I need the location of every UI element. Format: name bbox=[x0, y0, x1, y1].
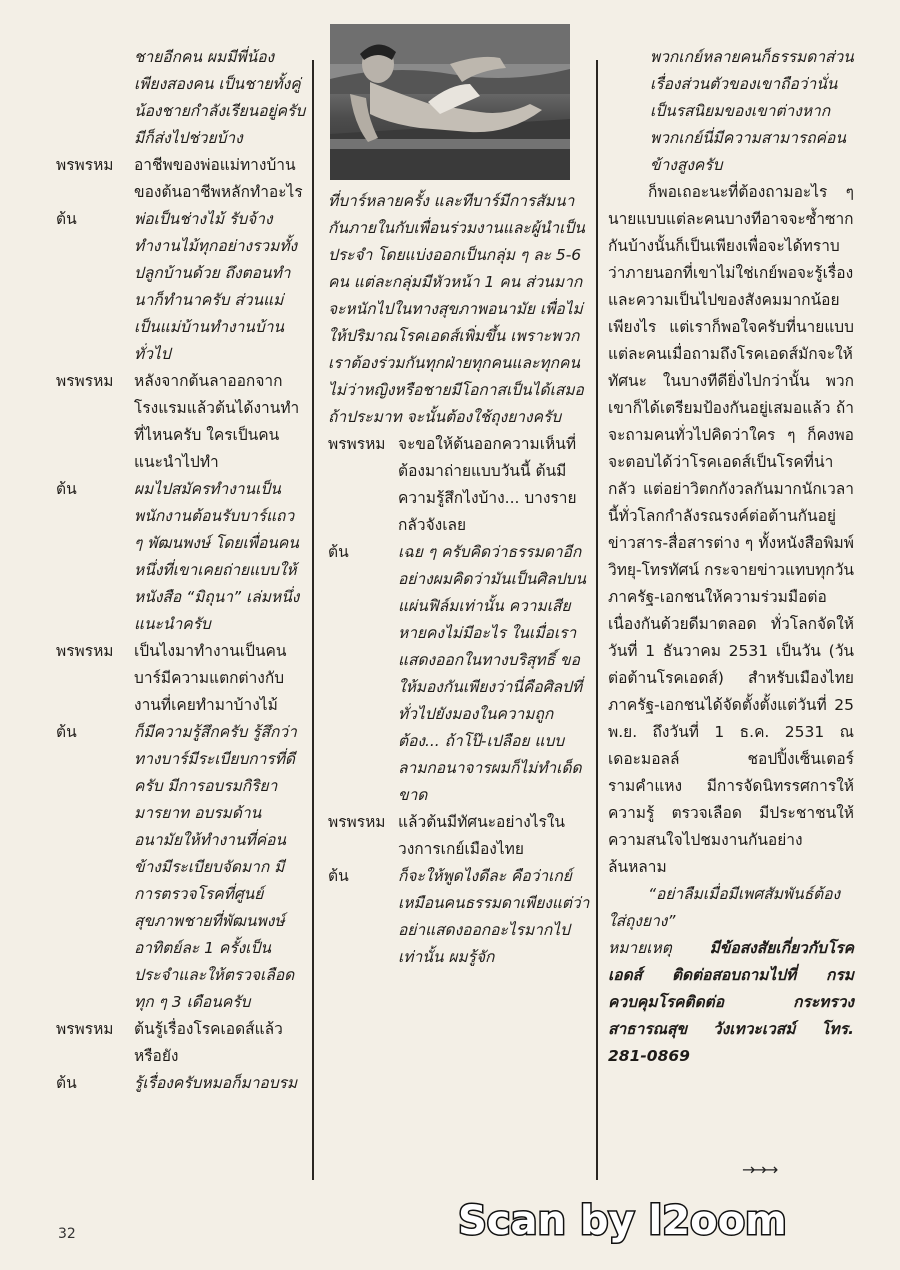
speech: ต้นรู้เรื่องโรคเอดส์แล้วหรือยัง bbox=[134, 1020, 283, 1065]
interview-entry bbox=[328, 863, 590, 971]
column-3 bbox=[608, 44, 854, 1070]
speaker: พรพรหม bbox=[56, 642, 114, 660]
note-label: หมายเหตุ bbox=[608, 939, 672, 957]
page-number: 32 bbox=[58, 1226, 76, 1242]
speaker: ต้น bbox=[56, 480, 77, 498]
speaker bbox=[56, 44, 134, 152]
interview-entry bbox=[328, 539, 590, 809]
speech: พ่อเป็นช่างไม้ รับจ้างทำงานไม้ทุกอย่างรวมทั้งปลูกบ้านด้วย ถึงตอนทำนาก็ทำนาครับ ส่วนแม่เป็นแม่บ้านทำงานบ้านทั่วไป bbox=[134, 210, 298, 363]
interview-entry bbox=[328, 809, 590, 863]
speech: ผมไปสมัครทำงานเป็นพนักงานต้อนรับบาร์แถว ๆ พัฒนพงษ์ โดยเพื่อนคนหนึ่งที่เขาเคยถ่ายแบบให้หนังสือ “มิถุนา” เล่มหนึ่งแนะนำครับ bbox=[134, 480, 300, 633]
watermark-text: Scan by l2oom bbox=[458, 1198, 787, 1244]
speaker: พรพรหม bbox=[56, 156, 114, 174]
speaker: ต้น bbox=[328, 543, 349, 561]
interview-entry bbox=[56, 1016, 306, 1070]
speech: ก็จะให้พูดไงดีละ คือว่าเกย์เหมือนคนธรรมดาเพียงแต่ว่าอย่าแสดงออกอะไรมากไปเท่านั้น ผมรู้จัก bbox=[398, 867, 590, 966]
speech: จะขอให้ต้นออกความเห็นที่ต้องมาถ่ายแบบวันนี้ ต้นมีความรู้สึกไงบ้าง... บางรายกลัวจังเลย bbox=[398, 435, 577, 534]
speech: แล้วต้นมีทัศนะอย่างไรในวงการเกย์เมืองไทย bbox=[398, 813, 565, 858]
speech: เฉย ๆ ครับคิดว่าธรรมดาอีกอย่างผมคิดว่ามันเป็นศิลปบนแผ่นฟิล์มเท่านั้น ความเสียหายคงไม่มีอะไร ในเมื่อเราแสดงออกในทางบริสุทธิ์ ขอให้มองกันเพียงว่านี่คือศิลปที่ทั่วไปยังมองในความถูกต้อง... ถ้าโป๊-เปลือย แบบลามกอนาจารผมก็ไม่ทำเด็ดขาด bbox=[398, 543, 586, 804]
column-rule-left bbox=[312, 60, 314, 1180]
speech: หลังจากต้นลาออกจากโรงแรมแล้วต้นได้งานทำที่ไหนครับ ใครเป็นคนแนะนำไปทำ bbox=[134, 372, 300, 471]
campaign-quote: “อย่าลืมเมื่อมีเพศสัมพันธ์ต้องใส่ถุงยาง” bbox=[608, 885, 841, 930]
speech: ชายอีกคน ผมมีพี่น้องเพียงสองคน เป็นชายทั้งคู่ น้องชายกำลังเรียนอยู่ครับ มีก็ส่งไปช่วยบ้าง bbox=[134, 48, 306, 147]
interview-entry bbox=[56, 206, 306, 368]
photo-illustration bbox=[330, 24, 570, 180]
speech: ที่บาร์หลายครั้ง และทีบาร์มีการสัมนากันภายในกับเพื่อนร่วมงานและผู้นำเป็นประจำ โดยแบ่งออกเป็นกลุ่ม ๆ ละ 5-6 คน แต่ละกลุ่มมีหัวหน้า 1 คน ส่วนมากจะหนักไปในทางสุขภาพอนามัย เพื่อไม่ให้ปริมาณโรคเอดส์เพิ่มขึ้น เพราะพวกเราต้องร่วมกันทุกฝ่ายทุกคนและทุกคน ไม่ว่าหญิงหรือชายมีโอกาสเป็นได้เสมอถ้าประมาท จะนั้นต้องใช้ถุงยางครับ bbox=[328, 192, 585, 426]
speaker: พรพรหม bbox=[328, 435, 386, 453]
speaker: ต้น bbox=[56, 723, 77, 741]
column-1 bbox=[56, 44, 306, 1097]
speaker: พรพรหม bbox=[56, 1020, 114, 1038]
speaker: พรพรหม bbox=[56, 372, 114, 390]
interview-entry bbox=[56, 476, 306, 638]
contact-note bbox=[608, 935, 854, 1070]
speech: รู้เรื่องครับหมอก็มาอบรม bbox=[134, 1074, 298, 1092]
speaker: ต้น bbox=[56, 1074, 77, 1092]
speech: ก็มีความรู้สึกครับ รู้สึกว่าทางบาร์มีระเบียบการที่ดีครับ มีการอบรมกิริยามารยาท อบรมด้านอนามัยให้ทำงานที่ค่อนข้างมีระเบียบจัดมาก มีการตรวจโรคที่ศูนย์สุขภาพชายที่พัฒนพงษ์ อาทิตย์ละ 1 ครั้งเป็นประจำและให้ตรวจเลือดทุก ๆ 3 เดือนครับ bbox=[134, 723, 297, 1011]
end-arrow-icon: →→→ bbox=[742, 1160, 777, 1179]
column-rule-right bbox=[596, 60, 598, 1180]
paragraph: ก็พอเถอะนะที่ต้องถามอะไร ๆ นายแบบแต่ละคนบางทีอาจจะซ้ำซากกันบ้างนั้นก็เป็นเพียงเพื่อจะได้ทราบว่าภายนอกที่เขาไม่ใช่เกย์พอจะรู้เรื่องและความเป็นไปของสังคมมากน้อยเพียงไร แต่เราก็พอใจครับที่นายแบบแต่ละคนเมื่อถามถึงโรคเอดส์มักจะให้ทัศนะ ในบางทีดียิ่งไปกว่านั้น พวกเขาก็ได้เตรียมป้องกันอยู่เสมอแล้ว ถ้าจะถามคนทั่วไปคิดว่าใคร ๆ ก็คงพอจะตอบได้ว่าโรคเอดส์เป็นโรคที่น่ากลัว แต่อย่าวิตกกังวลกันมากนักเวลานี้ทั่วโลกกำลังรณรงค์ต่อต้านกันอยู่ ข่าวสาร-สื่อสารต่าง ๆ ทั้งหนังสือพิมพ์วิทยุ-โทรทัศน์ กระจายข่าวแทบทุกวัน ภาครัฐ-เอกชนให้ความร่วมมือต่อเนื่องกันด้วยดีมาตลอด ทั่วโลกจัดให้วันที่ 1 ธันวาคม 2531 เป็นวัน (วันต่อต้านโรคเอดส์) สำหรับเมืองไทย ภาครัฐ-เอกชนได้จัดตั้งตั้งแต่วันที่ 25 พ.ย. ถึงวันที่ 1 ธ.ค. 2531 ณ เดอะมอลล์ ชอปปิ้งเซ็นเตอร์ รามคำแหง มีการจัดนิทรรศการให้ความรู้ ตรวจเลือด มีประชาชนให้ความสนใจไปชมงานกันอย่างล้นหลาม bbox=[608, 183, 854, 876]
speech: เป็นไงมาทำงานเป็นคนบาร์มีความแตกต่างกับงานที่เคยทำมาบ้างไม้ bbox=[134, 642, 287, 714]
interview-entry bbox=[56, 44, 306, 152]
model-photo bbox=[330, 24, 570, 180]
speaker: พรพรหม bbox=[328, 813, 386, 831]
note-text: มีข้อสงสัยเกี่ยวกับโรคเอดส์ ติดต่อสอบถามไปที่ กรมควบคุมโรคติดต่อ กระทรวงสาธารณสุข วังเทวะเวสม์ โทร. 281-0869 bbox=[608, 939, 854, 1065]
column-2 bbox=[328, 188, 590, 971]
speech: อาชีพของพ่อแม่ทางบ้านของต้นอาชีพหลักทำอะไร bbox=[134, 156, 303, 201]
scanner-watermark bbox=[452, 1190, 872, 1248]
paragraph: พวกเกย์หลายคนก็ธรรมดาส่วนเรื่องส่วนตัวของเขาถือว่านั่นเป็นรสนิยมของเขาต่างหาก พวกเกย์นี่มีความสามารถค่อนข้างสูงครับ bbox=[650, 48, 854, 174]
interview-entry bbox=[56, 638, 306, 719]
interview-entry bbox=[56, 719, 306, 1016]
interview-entry bbox=[328, 431, 590, 539]
interview-entry bbox=[328, 188, 590, 431]
interview-entry bbox=[56, 1070, 306, 1097]
speaker: ต้น bbox=[328, 867, 349, 885]
interview-entry bbox=[56, 368, 306, 476]
interview-entry bbox=[56, 152, 306, 206]
speaker: ต้น bbox=[56, 210, 77, 228]
